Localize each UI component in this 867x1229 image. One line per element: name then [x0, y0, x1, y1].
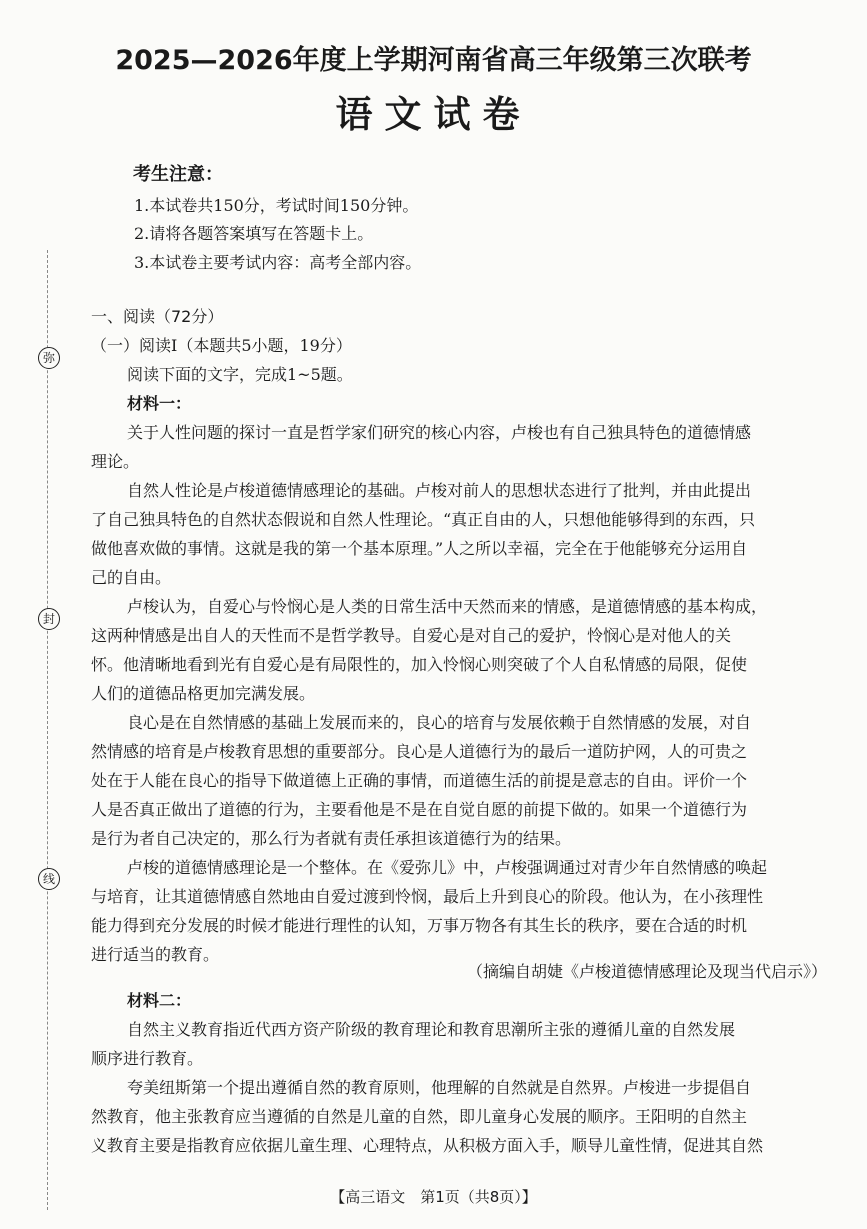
binding-mark-xian: 线: [38, 868, 60, 890]
notice-item: 3.本试卷主要考试内容：高考全部内容。: [134, 253, 422, 272]
text-line: 怀。他清晰地看到光有自爱心是有局限性的，加入怜悯心则突破了个人自私情感的局限，促使: [91, 655, 748, 674]
text-line: 这两种情感是出自人的天性而不是哲学教导。自爱心是对自己的爱护，怜悯心是对他人的关: [91, 626, 732, 645]
text-line: 是行为者自己决定的，那么行为者就有责任承担该道德行为的结果。: [91, 829, 572, 848]
text-line: 顺序进行教育。: [91, 1049, 204, 1068]
notice-item: 2.请将各题答案填写在答题卡上。: [134, 224, 374, 243]
text-line: 然教育，他主张教育应当遵循的自然是儿童的自然，即儿童身心发展的顺序。王阳明的自然主: [91, 1107, 748, 1126]
text-line: 理论。: [91, 452, 140, 471]
text-line: 处在于人能在良心的指导下做道德上正确的事情，而道德生活的前提是意志的自由。评价一个: [91, 771, 748, 790]
material-1-source: （摘编自胡婕《卢梭道德情感理论及现当代启示》）: [466, 962, 827, 981]
text-line: 己的自由。: [91, 568, 172, 587]
text-line: 夸美纽斯第一个提出遵循自然的教育原则，他理解的自然就是自然界。卢梭进一步提倡自: [127, 1078, 752, 1097]
text-line: 义教育主要是指教育应依据儿童生理、心理特点，从积极方面入手，顺导儿童性情，促进其自然: [91, 1136, 764, 1155]
material-1-label: 材料一：: [127, 394, 192, 413]
text-line: 自然人性论是卢梭道德情感理论的基础。卢梭对前人的思想状态进行了批判，并由此提出: [127, 481, 752, 500]
exam-title: 2025—2026年度上学期河南省高三年级第三次联考: [115, 45, 752, 76]
binding-mark-mi: 弥: [38, 347, 60, 369]
text-line: 然情感的培育是卢梭教育思想的重要部分。良心是人道德行为的最后一道防护网，人的可贵之: [91, 742, 748, 761]
material-2-label: 材料二：: [127, 991, 192, 1010]
page-footer: 【高三语文 第1页（共8页）】: [330, 1188, 537, 1206]
text-line: 关于人性问题的探讨一直是哲学家们研究的核心内容，卢梭也有自己独具特色的道德情感: [127, 423, 752, 442]
text-line: 人们的道德品格更加完满发展。: [91, 684, 316, 703]
text-line: 人是否真正做出了道德的行为，主要看他是不是在自觉自愿的前提下做的。如果一个道德行为: [91, 800, 748, 819]
notice-item: 1.本试卷共150分，考试时间150分钟。: [134, 196, 419, 215]
section-sub-heading: （一）阅读Ⅰ（本题共5小题，19分）: [91, 336, 352, 355]
text-line: 良心是在自然情感的基础上发展而来的，良心的培育与发展依赖于自然情感的发展，对自: [127, 713, 752, 732]
text-line: 自然主义教育指近代西方资产阶级的教育理论和教育思潮所主张的遵循儿童的自然发展: [127, 1020, 736, 1039]
notice-heading: 考生注意：: [133, 164, 223, 185]
text-line: 了自己独具特色的自然状态假说和自然人性理论。“真正自由的人，只想他能够得到的东西，只: [91, 510, 756, 529]
section-heading: 一、阅读（72分）: [91, 307, 224, 326]
text-line: 进行适当的教育。: [91, 945, 220, 964]
binding-dashed-line: [47, 250, 48, 1210]
text-line: 能力得到充分发展的时候才能进行理性的认知，万事万物各有其生长的秩序，要在合适的时机: [91, 916, 748, 935]
binding-mark-feng: 封: [38, 608, 60, 630]
text-line: 做他喜欢做的事情。这就是我的第一个基本原理。”人之所以幸福，完全在于他能够充分运用自: [91, 539, 748, 558]
subject-title: 语文试卷: [335, 93, 532, 136]
text-line: 卢梭认为，自爱心与怜悯心是人类的日常生活中天然而来的情感，是道德情感的基本构成，: [127, 597, 768, 616]
reading-instruction: 阅读下面的文字，完成1~5题。: [127, 365, 353, 384]
text-line: 卢梭的道德情感理论是一个整体。在《爱弥儿》中，卢梭强调通过对青少年自然情感的唤起: [127, 858, 768, 877]
text-line: 与培育，让其道德情感自然地由自爱过渡到怜悯，最后上升到良心的阶段。他认为，在小孩理性: [91, 887, 764, 906]
